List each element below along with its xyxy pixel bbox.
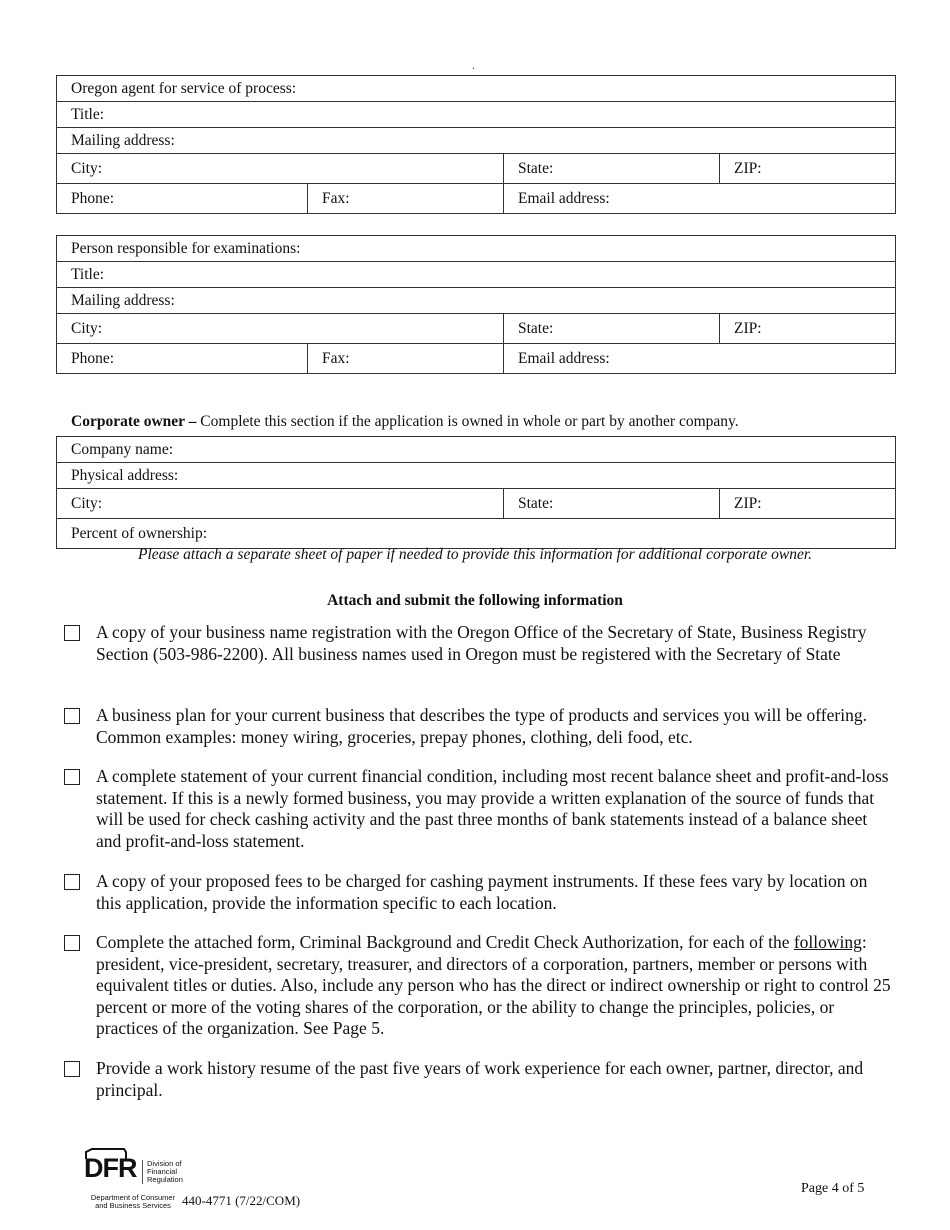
physical-address-field[interactable]: Physical address: — [57, 463, 896, 489]
corporate-zip-field[interactable]: ZIP: — [720, 489, 896, 519]
attach-heading: Attach and submit the following information — [327, 592, 623, 609]
corporate-city-field[interactable]: City: — [57, 489, 504, 519]
exam-zip-field[interactable]: ZIP: — [720, 314, 896, 344]
background-text-start: Complete the attached form, Criminal Background and Credit Check Authorization, for each of the — [96, 932, 794, 952]
top-mark: . — [472, 58, 475, 72]
division-name — [142, 1160, 183, 1184]
exam-mailing-field[interactable]: Mailing address: — [57, 288, 896, 314]
exam-person-field[interactable]: Person responsible for examinations: — [57, 236, 896, 262]
fees-text: A copy of your proposed fees to be charged for cashing payment instruments. If these fees vary by location on this application, provide the information specific to each location. — [96, 871, 868, 913]
company-name-field[interactable]: Company name: — [57, 437, 896, 463]
agent-email-field[interactable]: Email address: — [504, 184, 896, 214]
exam-table — [56, 235, 896, 374]
exam-fax-field[interactable]: Fax: — [308, 344, 504, 374]
attach-item-financial — [64, 766, 896, 852]
department-name — [88, 1194, 178, 1210]
exam-state-field[interactable]: State: — [504, 314, 720, 344]
agent-title-field[interactable]: Title: — [57, 102, 896, 128]
agent-zip-field[interactable]: ZIP: — [720, 154, 896, 184]
background-text-end: : president, vice-president, secretary, treasurer, and directors of a corporation, partners, member or persons with equivalent titles or duties. Also, include any person who has the direct or indirect ownership or right to control 25 percent or more of the voting shares of the corporation, or the ability to change the principles, policies, or practices of the organization. See Page 5. — [96, 932, 891, 1039]
attach-item-background — [64, 932, 896, 1040]
attach-item-business-plan — [64, 705, 896, 748]
fees-checkbox[interactable] — [64, 874, 80, 890]
corporate-table — [56, 436, 896, 549]
attach-item-registration — [64, 622, 896, 665]
agent-state-field[interactable]: State: — [504, 154, 720, 184]
resume-text: Provide a work history resume of the past five years of work experience for each owner, partner, director, and principal. — [96, 1058, 864, 1100]
attach-item-resume — [64, 1058, 896, 1101]
business-plan-checkbox[interactable] — [64, 708, 80, 724]
registration-text: A copy of your business name registration with the Oregon Office of the Secretary of State, Business Registry Section (503-986-2200). All business names used in Oregon must be registered with the Secretary of State — [96, 622, 867, 664]
corporate-owner-heading-text: Complete this section if the application is owned in whole or part by another company. — [196, 413, 739, 430]
division-line-2: Financial — [147, 1167, 178, 1176]
background-checkbox[interactable] — [64, 935, 80, 951]
corporate-owner-heading-bold: Corporate owner – — [71, 413, 197, 430]
business-plan-text: A business plan for your current business that describes the type of products and services you will be offering. Common examples: money wiring, groceries, prepay phones, clothing, deli food, etc. — [96, 705, 867, 747]
financial-text: A complete statement of your current financial condition, including most recent balance sheet and profit-and-loss statement. If this is a newly formed business, you may provide a written explanation of the source of funds that will be used for check cashing activity and the past three months of bank statements instead of a balance sheet and profit-and-loss statement. — [96, 766, 889, 851]
dept-line-1: Department of Consumer — [90, 1193, 176, 1202]
background-text-underlined: following — [793, 932, 862, 952]
agent-table — [56, 75, 896, 214]
corporate-note: Please attach a separate sheet of paper if needed to provide this information for additional corporate owner. — [137, 546, 813, 563]
corporate-owner-heading — [71, 413, 739, 431]
dept-line-2: and Business Services — [95, 1201, 171, 1210]
attach-item-fees — [64, 871, 896, 914]
agent-fax-field[interactable]: Fax: — [308, 184, 504, 214]
division-line-1: Division of — [147, 1159, 182, 1168]
background-text — [96, 932, 896, 1040]
page-number: Page 4 of 5 — [801, 1181, 865, 1196]
corporate-state-field[interactable]: State: — [504, 489, 720, 519]
form-number: 440-4771 (7/22/COM) — [182, 1193, 301, 1208]
registration-checkbox[interactable] — [64, 625, 80, 641]
exam-phone-field[interactable]: Phone: — [57, 344, 308, 374]
dfr-letters: DFR — [84, 1153, 137, 1183]
agent-field[interactable]: Oregon agent for service of process: — [57, 76, 896, 102]
resume-checkbox[interactable] — [64, 1061, 80, 1077]
agent-phone-field[interactable]: Phone: — [57, 184, 308, 214]
agent-city-field[interactable]: City: — [57, 154, 504, 184]
division-line-3: Regulation — [147, 1175, 183, 1184]
financial-checkbox[interactable] — [64, 769, 80, 785]
exam-title-field[interactable]: Title: — [57, 262, 896, 288]
exam-email-field[interactable]: Email address: — [504, 344, 896, 374]
exam-city-field[interactable]: City: — [57, 314, 504, 344]
agent-mailing-field[interactable]: Mailing address: — [57, 128, 896, 154]
percent-ownership-field[interactable]: Percent of ownership: — [57, 519, 896, 549]
